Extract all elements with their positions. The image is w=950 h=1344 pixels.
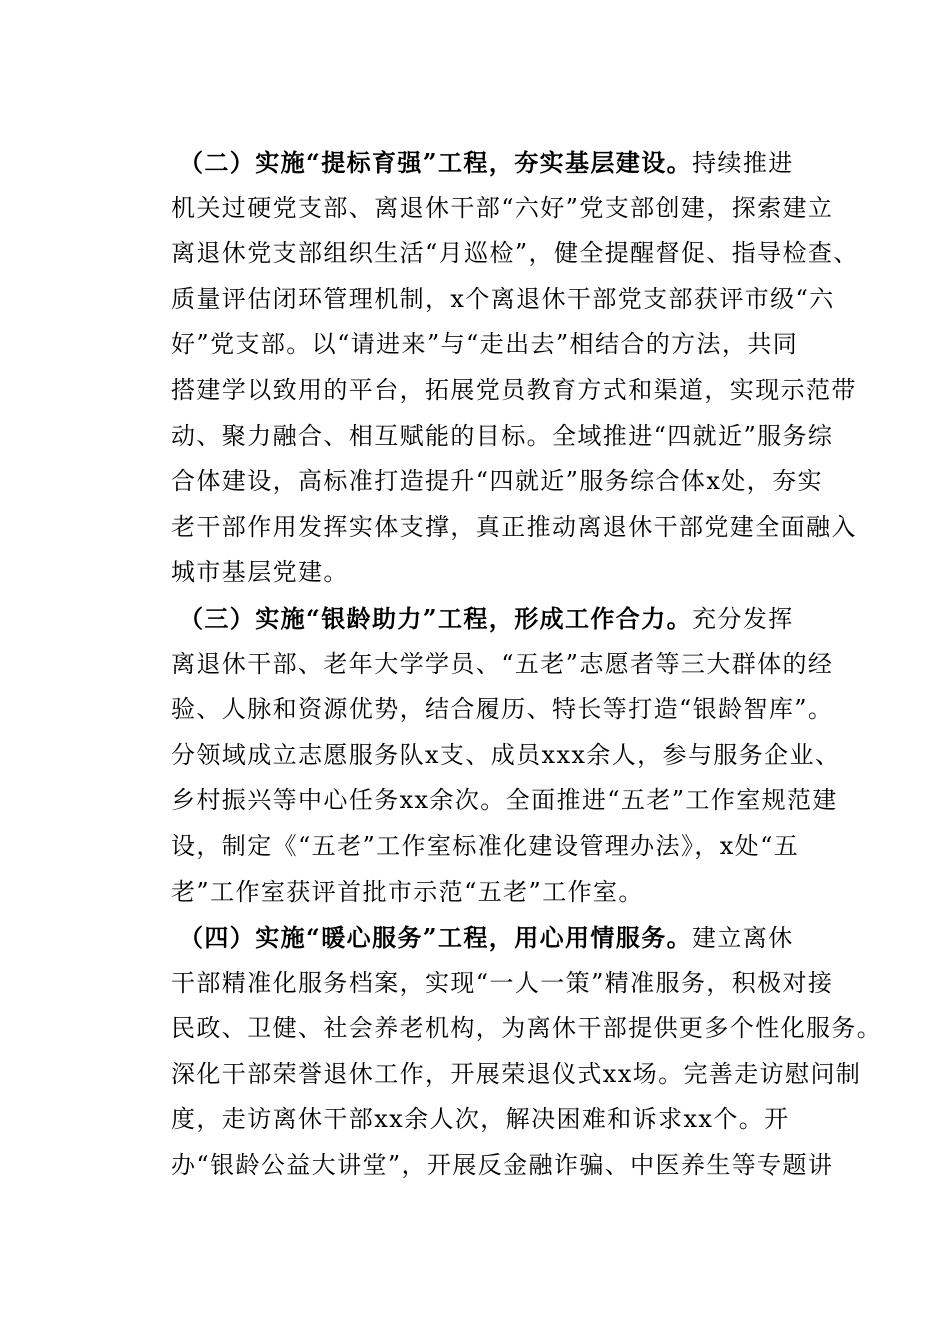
paragraph-first-line bbox=[171, 596, 823, 642]
text-line: 设，制定《“五老”工作室标准化建设管理办法》，x处“五 bbox=[171, 831, 800, 860]
text-line: 民政、卫健、社会养老机构，为离休干部提供更多个性化服务。 bbox=[171, 1014, 883, 1043]
text-line: 老干部作用发挥实体支撑，真正推动离退休干部党建全面融入 bbox=[171, 512, 857, 541]
text-line: 搭建学以致用的平台，拓展党员教育方式和渠道，实现示范带 bbox=[171, 375, 857, 404]
paragraph-first-line bbox=[171, 915, 823, 961]
text-line: 办“银龄公益大讲堂”，开展反金融诈骗、中医养生等专题讲 bbox=[171, 1151, 834, 1180]
paragraph-heading: （四）实施“暖心服务”工程，用心用情服务。 bbox=[179, 923, 693, 953]
paragraph-first-line bbox=[171, 140, 823, 186]
text-line: 建立离休 bbox=[692, 924, 794, 953]
text-line: 验、人脉和资源优势，结合履历、特长等打造“银龄智库”。 bbox=[171, 695, 834, 724]
text-line: 离退休党支部组织生活“月巡检”，健全提醒督促、指导检查、 bbox=[171, 239, 859, 268]
paragraph-heading: （二）实施“提标育强”工程，夯实基层建设。 bbox=[179, 148, 693, 177]
paragraph-heading: （三）实施“银龄助力”工程，形成工作合力。 bbox=[179, 603, 693, 633]
text-line: 质量评估闭环管理机制，x个离退休干部党支部获评市级“六 bbox=[171, 284, 835, 313]
body-text bbox=[171, 140, 883, 1189]
text-line: 老”工作室获评首批市示范“五老”工作室。 bbox=[171, 877, 644, 906]
text-line: 城市基层党建。 bbox=[171, 558, 349, 587]
text-line: 好”党支部。以“请进来”与“走出去”相结合的方法，共同 bbox=[171, 330, 799, 359]
text-line: 动、聚力融合、相互赋能的目标。全域推进“四就近”服务综 bbox=[171, 421, 834, 450]
paragraph-section-3 bbox=[171, 596, 841, 915]
text-line: 持续推进 bbox=[692, 149, 794, 177]
text-line: 离退休干部、老年大学学员、“五老”志愿者等三大群体的经 bbox=[171, 649, 834, 678]
text-line: 干部精准化服务档案，实现“一人一策”精准服务，积极对接 bbox=[171, 968, 834, 997]
text-line: 深化干部荣誉退休工作，开展荣退仪式xx场。完善走访慰问制 bbox=[171, 1059, 862, 1088]
text-line: 分领域成立志愿服务队x支、成员xxx余人，参与服务企业、 bbox=[171, 740, 841, 769]
paragraph-section-2 bbox=[171, 140, 859, 596]
text-line: 机关过硬党支部、离退休干部“六好”党支部创建，探索建立 bbox=[171, 193, 834, 222]
text-line: 合体建设，高标准打造提升“四就近”服务综合体x处，夯实 bbox=[171, 467, 823, 496]
text-line: 乡村振兴等中心任务xx余次。全面推进“五老”工作室规范建 bbox=[171, 786, 838, 815]
text-line: 度，走访离休干部xx余人次，解决困难和诉求xx个。开 bbox=[171, 1105, 790, 1134]
text-line: 充分发挥 bbox=[692, 604, 794, 633]
paragraph-section-4 bbox=[171, 915, 883, 1189]
